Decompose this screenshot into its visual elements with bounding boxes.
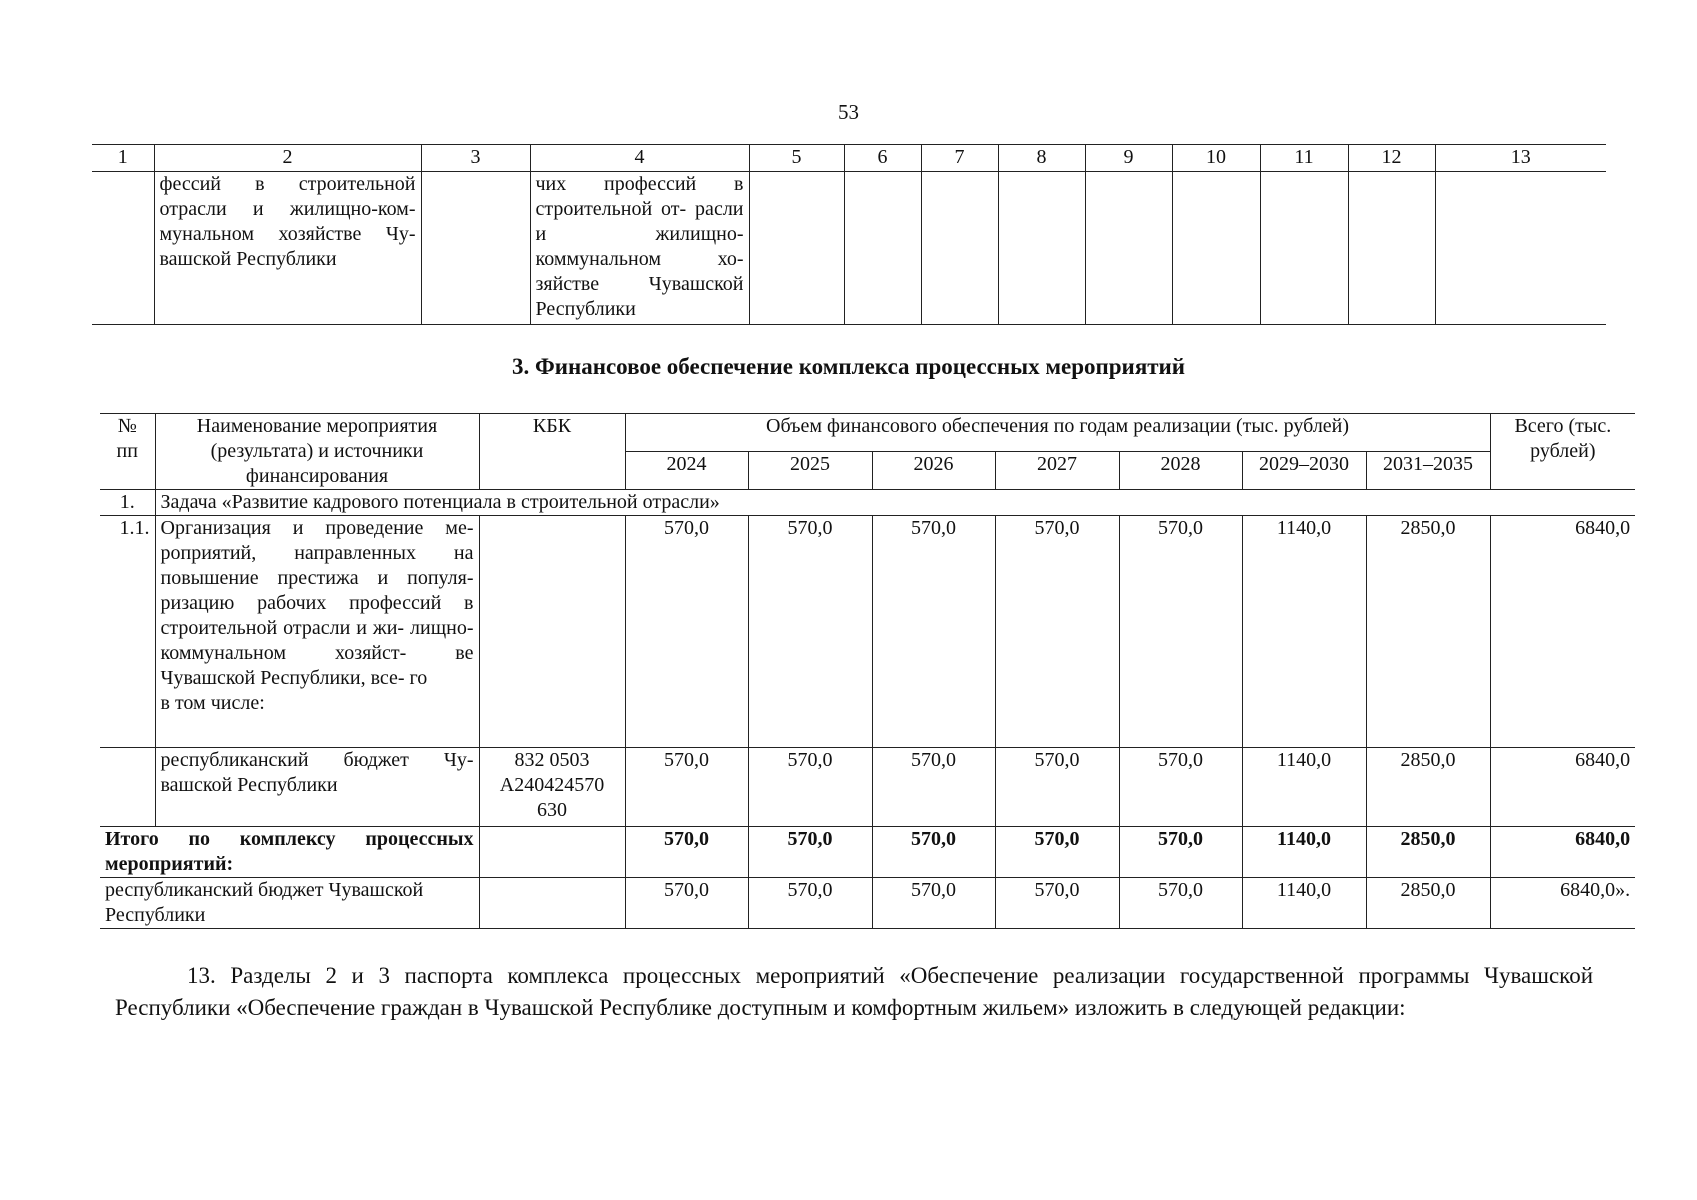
value-cell: 570,0 bbox=[748, 878, 872, 929]
value-cell: 570,0 bbox=[872, 516, 995, 748]
itogo-budget-row bbox=[100, 878, 1635, 929]
value-cell: 570,0 bbox=[872, 878, 995, 929]
value-cell: 570,0 bbox=[995, 827, 1119, 878]
row-kbk: 832 0503 А240424570 630 bbox=[479, 748, 625, 827]
column-number: 7 bbox=[921, 145, 998, 172]
header-year: 2025 bbox=[748, 452, 872, 490]
column-number: 13 bbox=[1435, 145, 1606, 172]
row-kbk bbox=[479, 516, 625, 748]
column-number: 8 bbox=[998, 145, 1085, 172]
row-number bbox=[100, 748, 155, 827]
table-row bbox=[100, 748, 1635, 827]
column-number: 11 bbox=[1260, 145, 1348, 172]
value-cell: 570,0 bbox=[1119, 748, 1242, 827]
paragraph-text: 13. Разделы 2 и 3 паспорта комплекса процессных мероприятий «Обеспечение реализации государственной программы Чувашской Республики «Обеспечение граждан в Чувашской Республике доступным и комфортным жильем» изложить в следующей редакции: bbox=[115, 963, 1593, 1020]
column-number: 9 bbox=[1085, 145, 1172, 172]
value-cell: 570,0 bbox=[625, 516, 748, 748]
value-cell: 570,0 bbox=[995, 748, 1119, 827]
value-cell: 570,0 bbox=[748, 827, 872, 878]
table-header-row bbox=[100, 414, 1635, 452]
continuation-table bbox=[92, 144, 1606, 325]
total-cell: 6840,0 bbox=[1490, 748, 1635, 827]
itogo-budget-label: республиканский бюджет Чувашской Республики bbox=[100, 878, 479, 929]
row-name-extra: в том числе: bbox=[160, 692, 265, 714]
value-cell: 570,0 bbox=[1119, 878, 1242, 929]
header-year: 2031–2035 bbox=[1366, 452, 1490, 490]
value-cell: 1140,0 bbox=[1242, 748, 1366, 827]
value-cell: 1140,0 bbox=[1242, 878, 1366, 929]
itogo-label: Итого по комплексу процессных мероприятий: bbox=[100, 827, 479, 878]
value-cell: 570,0 bbox=[995, 516, 1119, 748]
column-number: 3 bbox=[421, 145, 530, 172]
total-cell: 6840,0 bbox=[1490, 827, 1635, 878]
value-cell: 570,0 bbox=[625, 878, 748, 929]
header-year: 2024 bbox=[625, 452, 748, 490]
row-name: Организация и проведение ме- роприятий, направленных на повышение престижа и популя- ризацию рабочих профессий в строительной отрасли и жи- лищно-коммунальном хозяйст- ве Чувашской Республики, все- го в том числе: bbox=[155, 516, 479, 748]
header-year: 2028 bbox=[1119, 452, 1242, 490]
amendment-paragraph bbox=[115, 960, 1593, 1024]
row-name: республиканский бюджет Чу- вашской Республики bbox=[155, 748, 479, 827]
task-text: Задача «Развитие кадрового потенциала в строительной отрасли» bbox=[155, 490, 1635, 516]
table-header-row bbox=[92, 145, 1606, 172]
table-row bbox=[100, 516, 1635, 748]
cell-text: фессий в строительной отрасли и жилищно-ком- мунальном хозяйстве Чу- вашской Республики bbox=[154, 172, 421, 325]
total-cell: 6840,0 bbox=[1490, 516, 1635, 748]
value-cell: 2850,0 bbox=[1366, 516, 1490, 748]
value-cell: 1140,0 bbox=[1242, 827, 1366, 878]
column-number: 12 bbox=[1348, 145, 1435, 172]
value-cell: 570,0 bbox=[1119, 827, 1242, 878]
task-number: 1. bbox=[100, 490, 155, 516]
task-row bbox=[100, 490, 1635, 516]
value-cell: 2850,0 bbox=[1366, 827, 1490, 878]
column-number: 4 bbox=[530, 145, 749, 172]
header-name: Наименование мероприятия (результата) и источники финансирования bbox=[155, 414, 479, 490]
financing-table bbox=[100, 413, 1635, 929]
value-cell: 1140,0 bbox=[1242, 516, 1366, 748]
table-row bbox=[92, 172, 1606, 325]
header-volume: Объем финансового обеспечения по годам реализации (тыс. рублей) bbox=[625, 414, 1490, 452]
column-number: 1 bbox=[92, 145, 154, 172]
value-cell: 570,0 bbox=[872, 827, 995, 878]
header-total: Всего (тыс. рублей) bbox=[1490, 414, 1635, 490]
value-cell: 570,0 bbox=[748, 748, 872, 827]
column-number: 6 bbox=[844, 145, 921, 172]
value-cell: 570,0 bbox=[625, 748, 748, 827]
header-year: 2029–2030 bbox=[1242, 452, 1366, 490]
value-cell: 570,0 bbox=[872, 748, 995, 827]
header-year: 2026 bbox=[872, 452, 995, 490]
header-kbk: КБК bbox=[479, 414, 625, 490]
value-cell: 570,0 bbox=[995, 878, 1119, 929]
itogo-row bbox=[100, 827, 1635, 878]
cell-text: чих профессий в строительной от- расли и жилищно- коммунальном хо- зяйстве Чувашской Республики bbox=[530, 172, 749, 325]
total-cell: 6840,0». bbox=[1490, 878, 1635, 929]
header-year: 2027 bbox=[995, 452, 1119, 490]
row-number: 1.1. bbox=[100, 516, 155, 748]
header-number: № пп bbox=[100, 414, 155, 490]
page-number: 53 bbox=[838, 100, 859, 124]
section-title: 3. Финансовое обеспечение комплекса процессных мероприятий bbox=[511, 354, 1186, 379]
value-cell: 570,0 bbox=[1119, 516, 1242, 748]
value-cell: 2850,0 bbox=[1366, 748, 1490, 827]
value-cell: 570,0 bbox=[625, 827, 748, 878]
column-number: 5 bbox=[749, 145, 844, 172]
column-number: 2 bbox=[154, 145, 421, 172]
value-cell: 2850,0 bbox=[1366, 878, 1490, 929]
column-number: 10 bbox=[1172, 145, 1260, 172]
value-cell: 570,0 bbox=[748, 516, 872, 748]
